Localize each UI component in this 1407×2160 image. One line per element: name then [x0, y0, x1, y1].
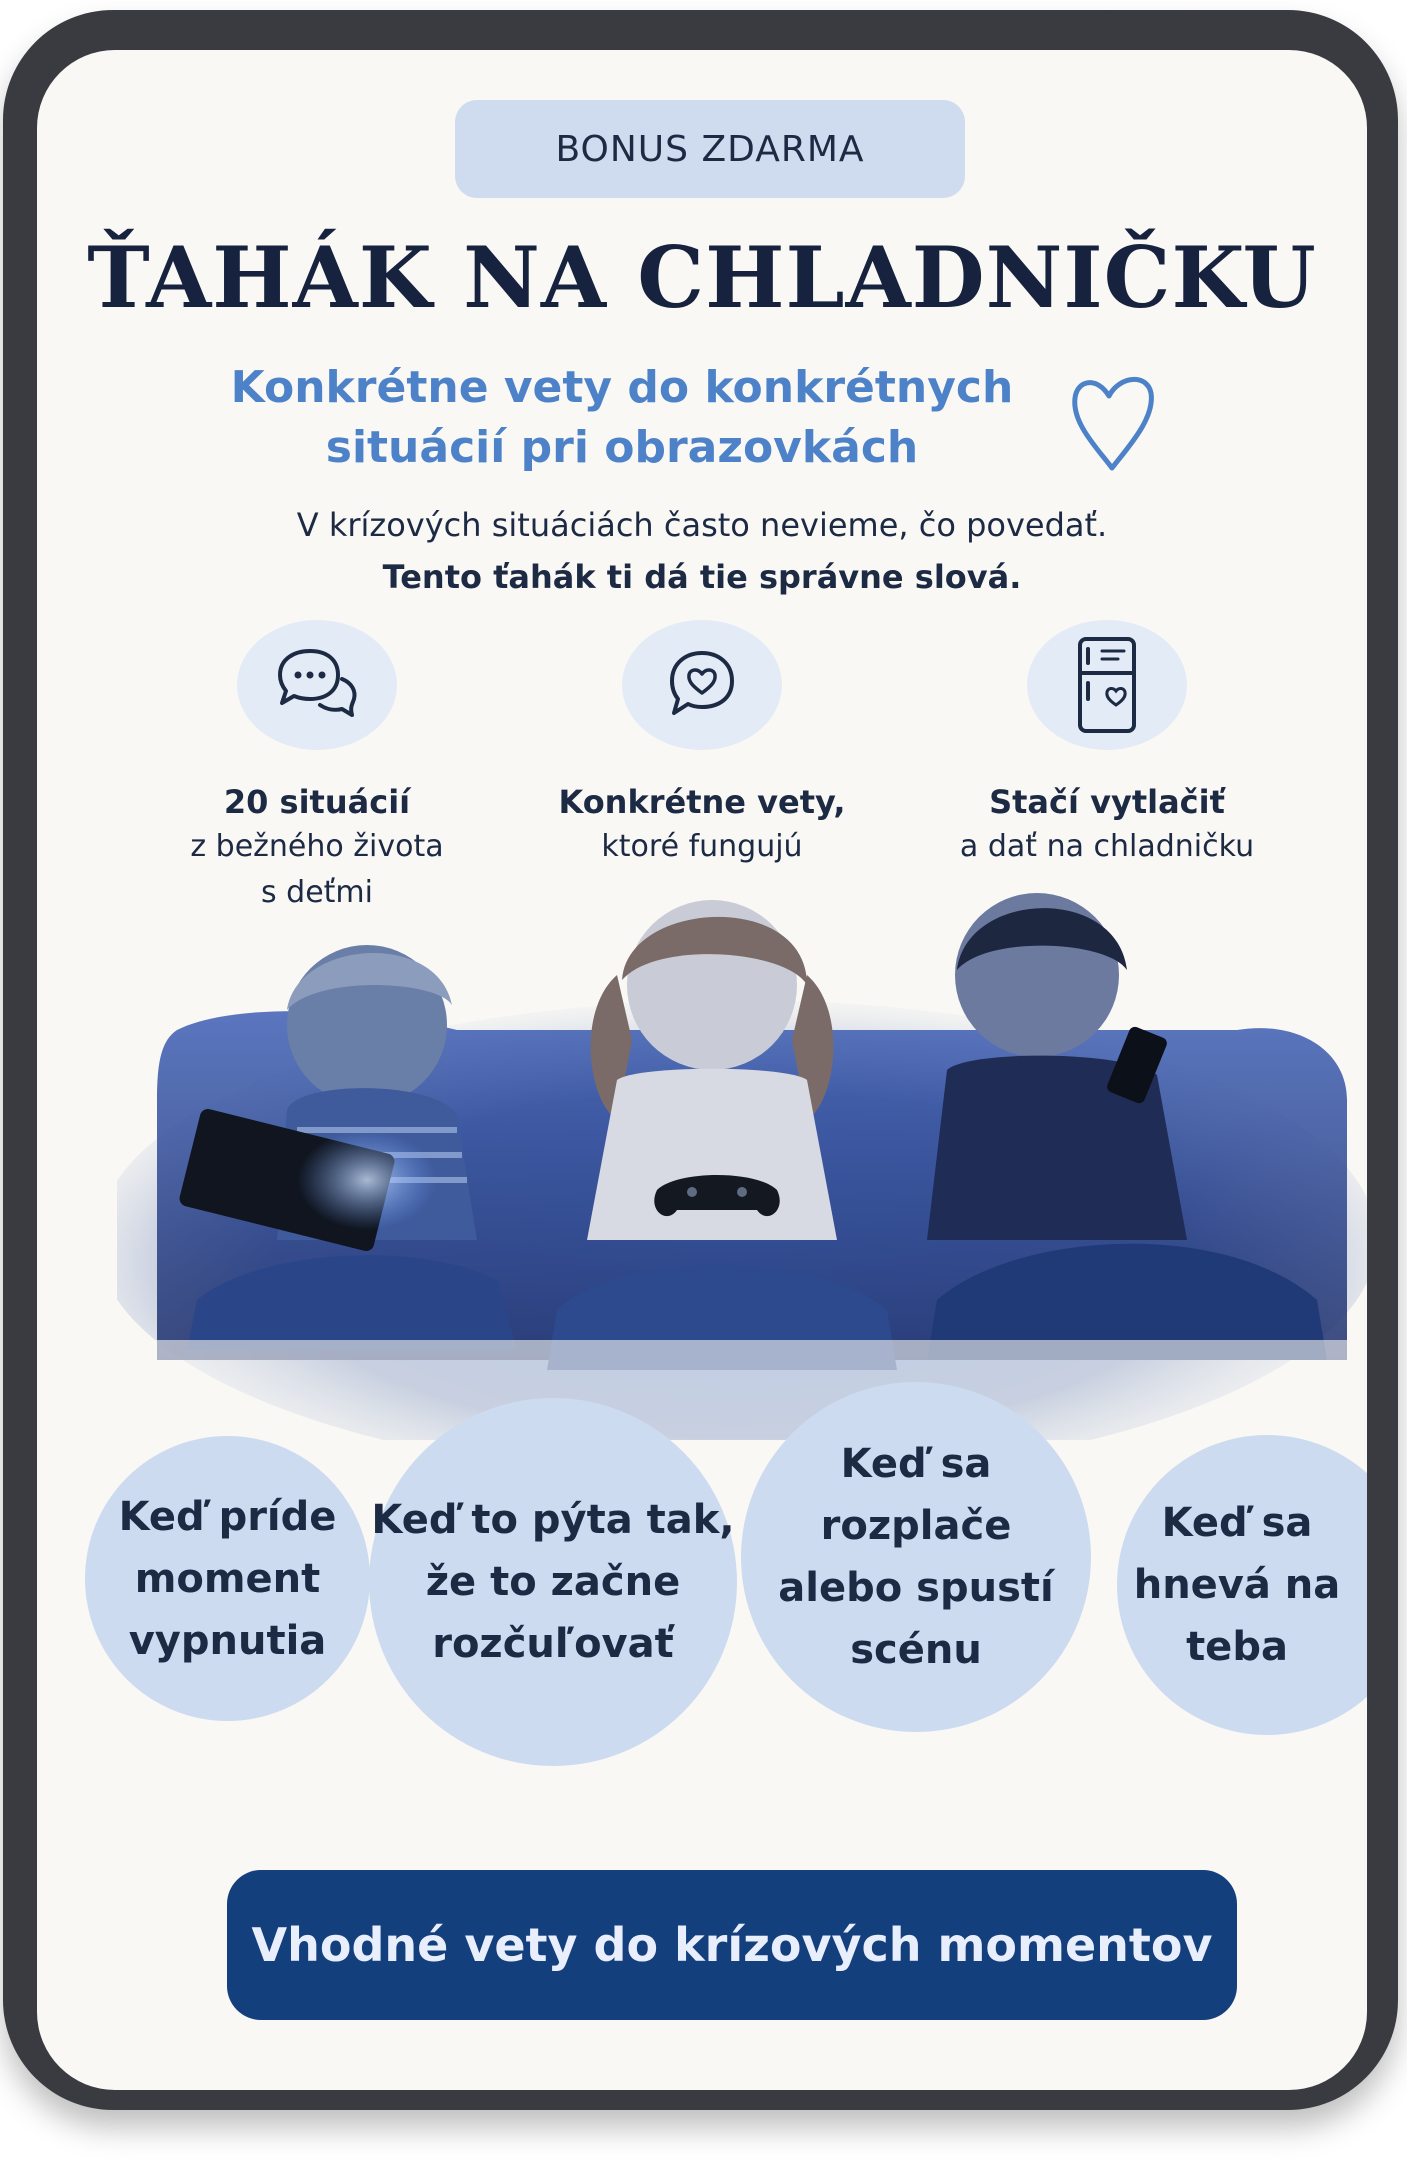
tablet-screen: [37, 50, 1367, 2090]
feature-heading: Konkrétne vety,: [558, 783, 846, 821]
situation-text: teba: [1186, 1624, 1288, 1670]
feature-print: [887, 620, 1327, 870]
feature-text: a dať na chladničku: [959, 829, 1255, 864]
feature-heading: 20 situácií: [223, 783, 411, 821]
feature-sentences: [482, 620, 922, 870]
subtitle-line: Konkrétne vety do konkrétnych: [230, 362, 1014, 413]
feature-heading: Stačí vytlačiť: [989, 783, 1225, 821]
situation-text: Keď sa: [840, 1441, 992, 1487]
feature-text: z bežného života: [190, 829, 444, 864]
situation-bubble: [85, 1436, 370, 1721]
situation-bubble: [1117, 1435, 1367, 1735]
tablet-frame: [3, 10, 1398, 2110]
situation-bubble: [741, 1382, 1091, 1732]
lead-text: V krízových situáciách často nevieme, čo povedať.: [296, 506, 1108, 544]
subtitle: [187, 358, 1057, 478]
feature-icon-circle: [622, 620, 782, 750]
situation-text: rozčuľovať: [432, 1621, 674, 1667]
situation-text: rozplače: [820, 1503, 1012, 1549]
kids-screens-illustration: [117, 880, 1367, 1440]
situation-text: hnevá na: [1133, 1562, 1341, 1608]
feature-icon-circle: [1027, 620, 1187, 750]
bonus-badge: BONUS ZDARMA: [455, 100, 965, 198]
feature-text: ktoré fungujú: [601, 829, 803, 864]
situation-bubble: [369, 1398, 737, 1766]
feature-icon-circle: [237, 620, 397, 750]
situation-text: moment: [134, 1555, 321, 1602]
lead-text-bold: Tento ťahák ti dá tie správne slová.: [382, 558, 1022, 596]
situation-text: Keď príde: [118, 1493, 337, 1540]
heart-chat-icon: [662, 645, 742, 725]
situation-text: scénu: [850, 1627, 982, 1673]
situation-text: alebo spustí: [778, 1565, 1054, 1611]
tablet-power-button: [1108, 10, 1203, 22]
situation-text: Keď sa: [1161, 1500, 1313, 1546]
situation-text: že to začne: [425, 1559, 681, 1605]
situation-text: Keď to pýta tak,: [371, 1497, 735, 1543]
page-title: ŤAHÁK NA CHLADNIČKU: [87, 228, 1317, 327]
fridge-icon: [1072, 635, 1142, 735]
situation-text: vypnutia: [128, 1617, 327, 1664]
chat-bubbles-icon: [272, 645, 362, 725]
heart-icon: [1067, 368, 1157, 478]
feature-text: s deťmi: [261, 875, 373, 910]
cta-button[interactable]: Vhodné vety do krízových momentov: [227, 1870, 1237, 2020]
feature-situations: [97, 620, 537, 916]
subtitle-line: situácií pri obrazovkách: [325, 422, 919, 473]
